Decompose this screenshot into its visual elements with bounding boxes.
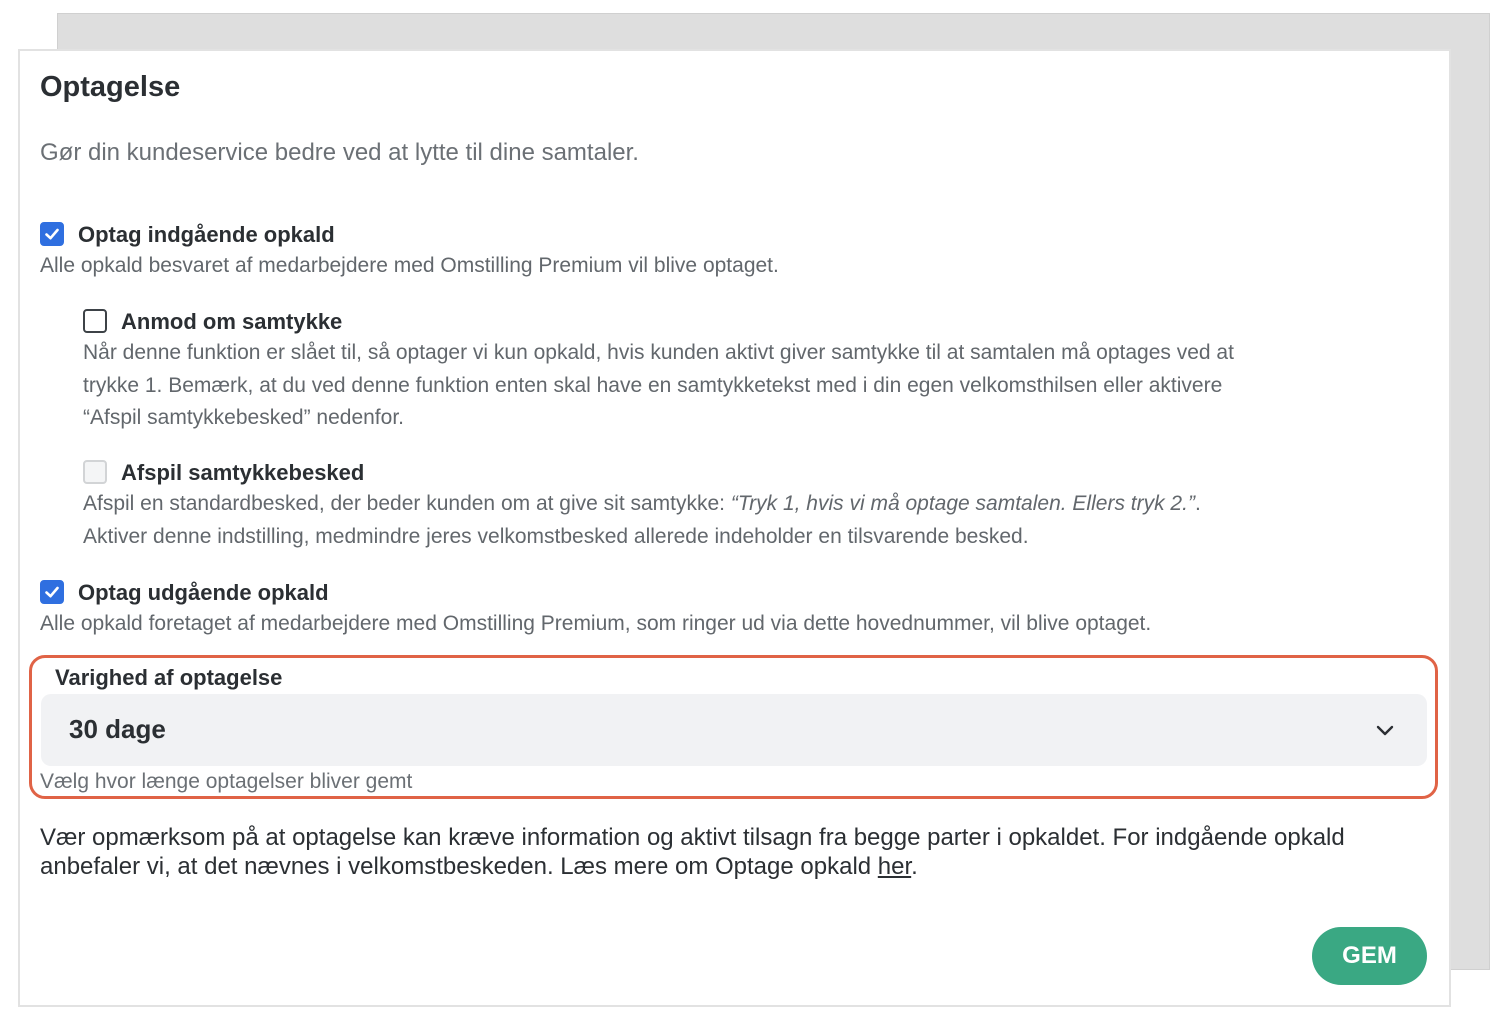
consent-message-checkbox[interactable] — [83, 460, 107, 484]
section-subtitle: Gør din kundeservice bedre ved at lytte til dine samtaler. — [40, 139, 639, 166]
consent-message-suffix: . — [1194, 492, 1201, 515]
consent-request-label[interactable]: Anmod om samtykke — [121, 309, 343, 334]
duration-select[interactable] — [41, 694, 1427, 766]
notice-line — [40, 852, 1430, 881]
notice-text: anbefaler vi, at det nævnes i velkomstbeskeden. Læs mere om Optage opkald — [40, 853, 878, 880]
duration-select-value: 30 dage — [69, 714, 166, 744]
consent-message-description-line — [83, 488, 1201, 521]
inbound-recording-description: Alle opkald besvaret af medarbejdere med Omstilling Premium vil blive optaget. — [40, 254, 779, 277]
outbound-recording-description: Alle opkald foretaget af medarbejdere med Omstilling Premium, som ringer ud via dette hovednummer, vil blive optaget. — [40, 612, 1152, 635]
consent-description-line: “Afspil samtykkebesked” nedenfor. — [83, 406, 404, 429]
read-more-link[interactable]: her — [877, 853, 912, 880]
notice-suffix: . — [911, 853, 918, 880]
duration-label: Varighed af optagelse — [55, 665, 283, 690]
consent-message-quote: “Tryk 1, hvis vi må optage samtalen. Ellers tryk 2.” — [730, 492, 1195, 515]
checkmark-icon — [43, 225, 61, 243]
save-button[interactable]: GEM — [1312, 927, 1427, 985]
consent-description-line: Når denne funktion er slået til, så optager vi kun opkald, hvis kunden aktivt giver samtykke til at samtalen må optages ved at — [83, 341, 1234, 364]
recording-settings-card — [18, 49, 1451, 1007]
consent-request-checkbox[interactable] — [83, 309, 107, 333]
consent-message-label[interactable]: Afspil samtykkebesked — [121, 460, 365, 485]
consent-message-prefix: Afspil en standardbesked, der beder kunden om at give sit samtykke: — [83, 492, 731, 515]
checkmark-icon — [43, 583, 61, 601]
inbound-recording-checkbox[interactable] — [40, 222, 64, 246]
outbound-recording-checkbox[interactable] — [40, 580, 64, 604]
consent-request-description — [83, 337, 1234, 435]
duration-helper-text: Vælg hvor længe optagelser bliver gemt — [40, 770, 413, 793]
inbound-recording-label[interactable]: Optag indgående opkald — [78, 222, 335, 247]
section-title: Optagelse — [40, 71, 181, 103]
consent-description-line: trykke 1. Bemærk, at du ved denne funktion enten skal have en samtykketekst med i din egen velkomsthilsen eller aktivere — [83, 373, 1223, 397]
chevron-down-icon — [1373, 720, 1397, 740]
consent-message-description — [83, 488, 1201, 553]
notice-line: Vær opmærksom på at optagelse kan kræve information og aktivt tilsagn fra begge parter i opkaldet. For indgående opkald — [40, 824, 1345, 851]
outbound-recording-label[interactable]: Optag udgående opkald — [78, 580, 329, 605]
consent-notice — [40, 823, 1430, 881]
consent-message-description-line: Aktiver denne indstilling, medmindre jeres velkomstbesked allerede indeholder en tilsvarende besked. — [83, 524, 1029, 548]
